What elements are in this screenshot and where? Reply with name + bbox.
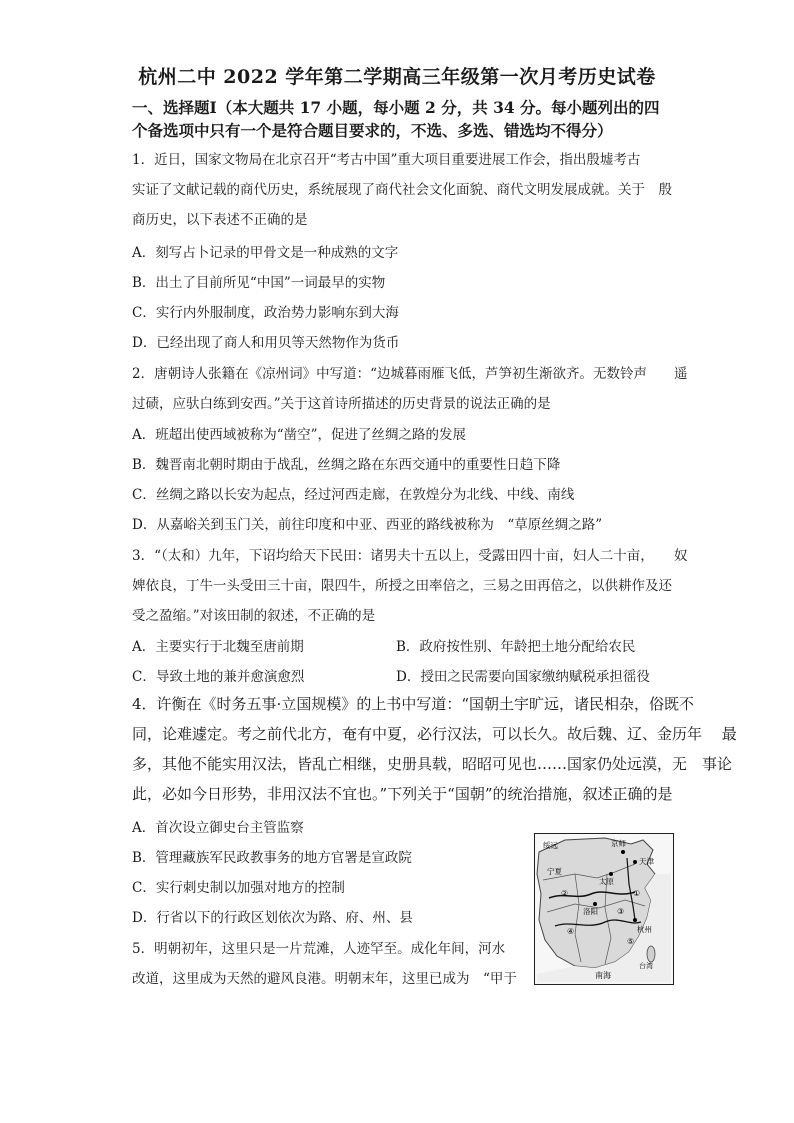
map-marker-3: ③ [617, 907, 625, 916]
q2-option-b: B．魏晋南北朝时期由于战乱，丝绸之路在东西交通中的重要性日趋下降 [132, 457, 561, 473]
q3-option-c: C．导致土地的兼并愈演愈烈 [132, 669, 305, 685]
q3-option-d: D．授田之民需要向国家缴纳赋税承担徭役 [396, 669, 650, 685]
map-marker-5: ⑤ [627, 937, 635, 946]
map-marker-4: ④ [567, 927, 575, 936]
q2-line-1: 2．唐朝诗人张籍在《凉州词》中写道：“边城暮雨雁飞低，芦笋初生渐欲齐。无数铃声 遥 [132, 366, 688, 382]
q2-option-d: D．从嘉峪关到玉门关，前往印度和中亚、西亚的路线被称为 “草原丝绸之路” [132, 517, 603, 533]
city-marker [609, 872, 613, 876]
q4-line-4: 此，必如今日形势，非用汉法不宜也。”下列关于“国朝”的统治措施，叙述正确的是 [132, 785, 673, 803]
exam-title: 杭州二中 2022 学年第二学期高三年级第一次月考历史试卷 [138, 66, 656, 88]
city-marker [633, 918, 637, 922]
q1-line-1: 1．近日，国家文物局在北京召开“考古中国”重大项目重要进展工作会，指出殷墟考古 [132, 152, 641, 168]
city-marker [593, 902, 597, 906]
q3-option-b: B．政府按性别、年龄把土地分配给农民 [396, 639, 636, 655]
map-marker-1: ① [633, 889, 641, 898]
q5-line-1: 5．明朝初年，这里只是一片荒滩，人迹罕至。成化年间，河水 [132, 941, 506, 957]
q5-line-2: 改道，这里成为天然的避风良港。明朝末年，这里已成为 “甲于 [132, 971, 517, 987]
map-label-taiwan: 台湾 [639, 962, 653, 970]
q4-option-b: B．管理藏族军民政教事务的地方官署是宣政院 [132, 850, 412, 866]
q3-line-2: 婢依良，丁牛一头受田三十亩，限四牛，所授之田率倍之，三易之田再倍之，以供耕作及还 [132, 578, 672, 594]
map-marker-2: ② [561, 889, 569, 898]
q2-option-a: A．班超出使西域被称为“凿空”，促进了丝绸之路的发展 [132, 427, 467, 443]
map-label-luoyang: 洛阳 [583, 907, 598, 916]
map-svg [535, 834, 673, 984]
map-label-ningxia: 宁夏 [547, 867, 562, 876]
q2-line-2: 过碛，应驮白练到安西。”关于这首诗所描述的历史背景的说法正确的是 [132, 396, 551, 412]
q3-option-a: A．主要实行于北魏至唐前期 [132, 639, 304, 655]
map-figure [534, 833, 674, 985]
q4-line-2: 同，论难遽定。考之前代北方，奄有中夏，必行汉法，可以长久。故后魏、辽、金历年 最 [132, 725, 737, 743]
q4-line-1: 4．许衡在《时务五事·立国规模》的上书中写道：“国朝土宇旷远，诸民相杂，俗既不 [132, 695, 694, 713]
q4-option-d: D．行省以下的行政区划依次为路、府、州、县 [132, 910, 413, 926]
q1-option-a: A．刻写占卜记录的甲骨文是一种成熟的文字 [132, 245, 399, 261]
map-label-hangzhou: 杭州 [637, 925, 652, 934]
taiwan-shape [647, 946, 655, 962]
q4-option-c: C．实行刺史制以加强对地方的控制 [132, 880, 345, 896]
q4-line-3: 多，其他不能实用汉法，皆乱亡相继，史册具载，昭昭可见也……国家仍处远漠，无 事论 [132, 755, 733, 773]
map-label-nanhai: 南海 [595, 971, 611, 980]
q1-line-3: 商历史，以下表述不正确的是 [132, 212, 308, 228]
q1-option-c: C．实行内外服制度，政治势力影响东到大海 [132, 305, 399, 321]
q3-line-1: 3．“（太和）九年，下诏均给天下民田：诸男夫十五以上，受露田四十亩，妇人二十亩， 奴 [132, 548, 688, 564]
map-label-taiyuan: 太原 [599, 877, 614, 886]
map-label-suiyuan: 绥远 [543, 841, 558, 850]
q1-line-2: 实证了文献记载的商代历史，系统展现了商代社会文化面貌、商代文明发展成就。关于 殷 [132, 182, 672, 198]
city-marker [633, 860, 637, 864]
map-label-tianjin: 天津 [639, 857, 654, 866]
q1-option-b: B．出土了目前所见“中国”一词最早的实物 [132, 275, 386, 291]
q1-option-d: D．已经出现了商人和用贝等天然物作为货币 [132, 335, 400, 351]
q3-line-3: 受之盈缩。”对该田制的叙述，不正确的是 [132, 608, 376, 624]
q2-option-c: C．丝绸之路以长安为起点，经过河西走廊，在敦煌分为北线、中线、南线 [132, 487, 575, 503]
map-label-jingshi: 京师 [611, 839, 626, 848]
q4-option-a: A．首次设立御史台主管监察 [132, 820, 304, 836]
city-marker [621, 850, 625, 854]
section-heading: 一、选择题Ⅰ（本大题共 17 小题，每小题 2 分，共 34 分。每小题列出的四个备选项中只有一个是符合题目要求的，不选、多选、错选均不得分） [132, 98, 660, 140]
